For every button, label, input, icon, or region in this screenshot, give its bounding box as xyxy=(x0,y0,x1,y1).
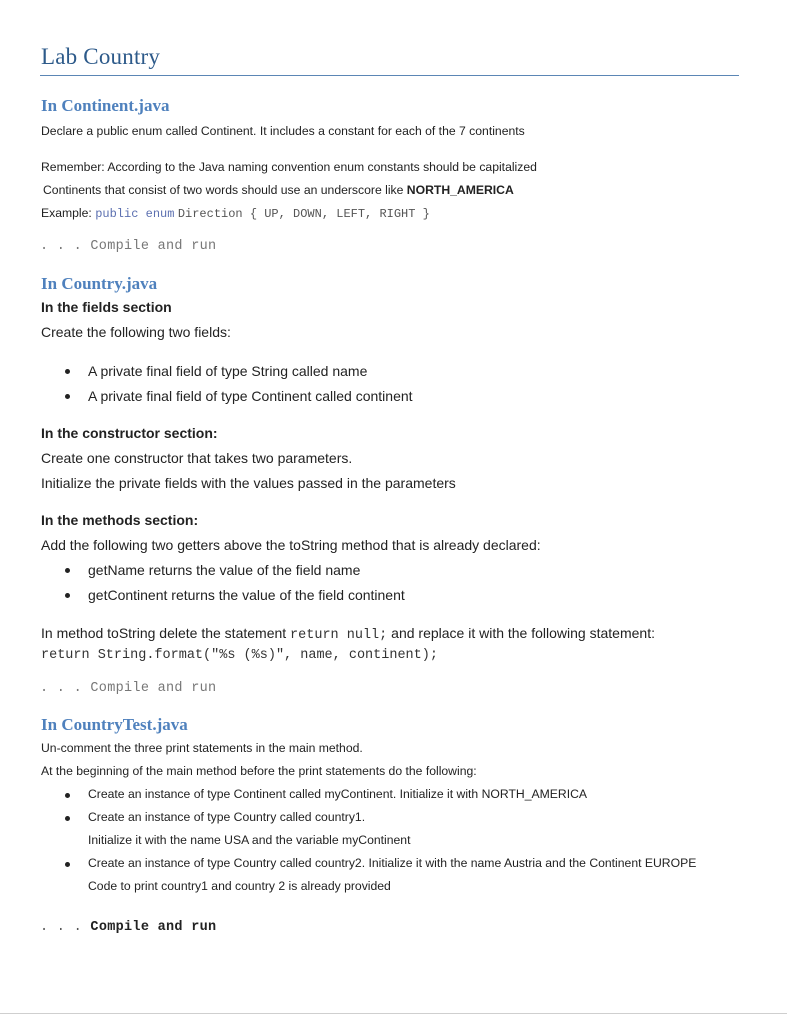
example-keyword: public enum xyxy=(95,207,175,221)
constructor-line-1: Create one constructor that takes two parameters. xyxy=(41,450,353,466)
heading-countrytest-java: In CountryTest.java xyxy=(41,715,188,734)
return-statement-code: return String.format("%s (%s)", name, continent); xyxy=(41,648,438,663)
title-divider xyxy=(40,75,739,76)
bullet-dot xyxy=(65,394,70,399)
tostring-instruction xyxy=(41,625,655,643)
bullet-dot xyxy=(65,369,70,374)
underscore-note-text: Continents that consist of two words should use an underscore like xyxy=(43,183,407,197)
method-bullet-getname: getName returns the value of the field name xyxy=(88,562,361,578)
example-label: Example: xyxy=(41,206,92,220)
compile-and-run-2: . . . Compile and run xyxy=(40,681,217,696)
bullet-dot xyxy=(65,568,70,573)
heading-continent-java: In Continent.java xyxy=(41,96,170,115)
bullet-dot xyxy=(65,793,70,798)
methods-section-heading: In the methods section: xyxy=(41,512,199,528)
test-bullet-country2: Create an instance of type Country called country2. Initialize it with the name Austria and the Continent EUROPE xyxy=(88,856,697,870)
bullet-dot xyxy=(65,862,70,867)
tostring-code: return null; xyxy=(290,628,388,643)
bullet-dot xyxy=(65,593,70,598)
constructor-line-2: Initialize the private fields with the values passed in the parameters xyxy=(41,475,456,491)
method-bullet-getcontinent: getContinent returns the value of the field continent xyxy=(88,587,405,603)
fields-section-heading: In the fields section xyxy=(41,299,172,315)
constructor-section-heading: In the constructor section: xyxy=(41,425,218,441)
main-method-instruction: At the beginning of the main method before the print statements do the following: xyxy=(41,764,477,778)
tostring-suffix: and replace it with the following statement: xyxy=(387,625,655,641)
underscore-example: NORTH_AMERICA xyxy=(406,183,514,197)
test-bullet-country1: Create an instance of type Country called country1. xyxy=(88,810,366,824)
test-bullet-country1-init: Initialize it with the name USA and the variable myContinent xyxy=(88,833,411,847)
compile-dots: . . . xyxy=(40,920,91,935)
page-title: Lab Country xyxy=(41,44,161,69)
remember-note: Remember: According to the Java naming convention enum constants should be capitalized xyxy=(41,160,537,174)
bullet-dot xyxy=(65,816,70,821)
test-bullet-print-note: Code to print country1 and country 2 is already provided xyxy=(88,879,391,893)
fields-intro: Create the following two fields: xyxy=(41,324,231,340)
tostring-prefix: In method toString delete the statement xyxy=(41,625,291,641)
uncomment-instruction: Un-comment the three print statements in the main method. xyxy=(41,741,363,755)
enum-example xyxy=(41,206,430,221)
methods-intro: Add the following two getters above the toString method that is already declared: xyxy=(41,537,541,553)
field-bullet-name: A private final field of type String called name xyxy=(88,363,368,379)
compile-and-run-3 xyxy=(40,920,216,935)
compile-and-run-1: . . . Compile and run xyxy=(40,239,217,254)
test-bullet-continent: Create an instance of type Continent called myContinent. Initialize it with NORTH_AMERICA xyxy=(88,787,588,801)
page-bottom-edge xyxy=(0,1013,787,1014)
example-code: Direction { UP, DOWN, LEFT, RIGHT } xyxy=(177,207,430,221)
continent-instruction: Declare a public enum called Continent. It includes a constant for each of the 7 continents xyxy=(41,124,525,138)
field-bullet-continent: A private final field of type Continent called continent xyxy=(88,388,413,404)
heading-country-java: In Country.java xyxy=(41,274,158,293)
underscore-note xyxy=(43,183,514,197)
compile-bold: Compile and run xyxy=(90,920,217,935)
